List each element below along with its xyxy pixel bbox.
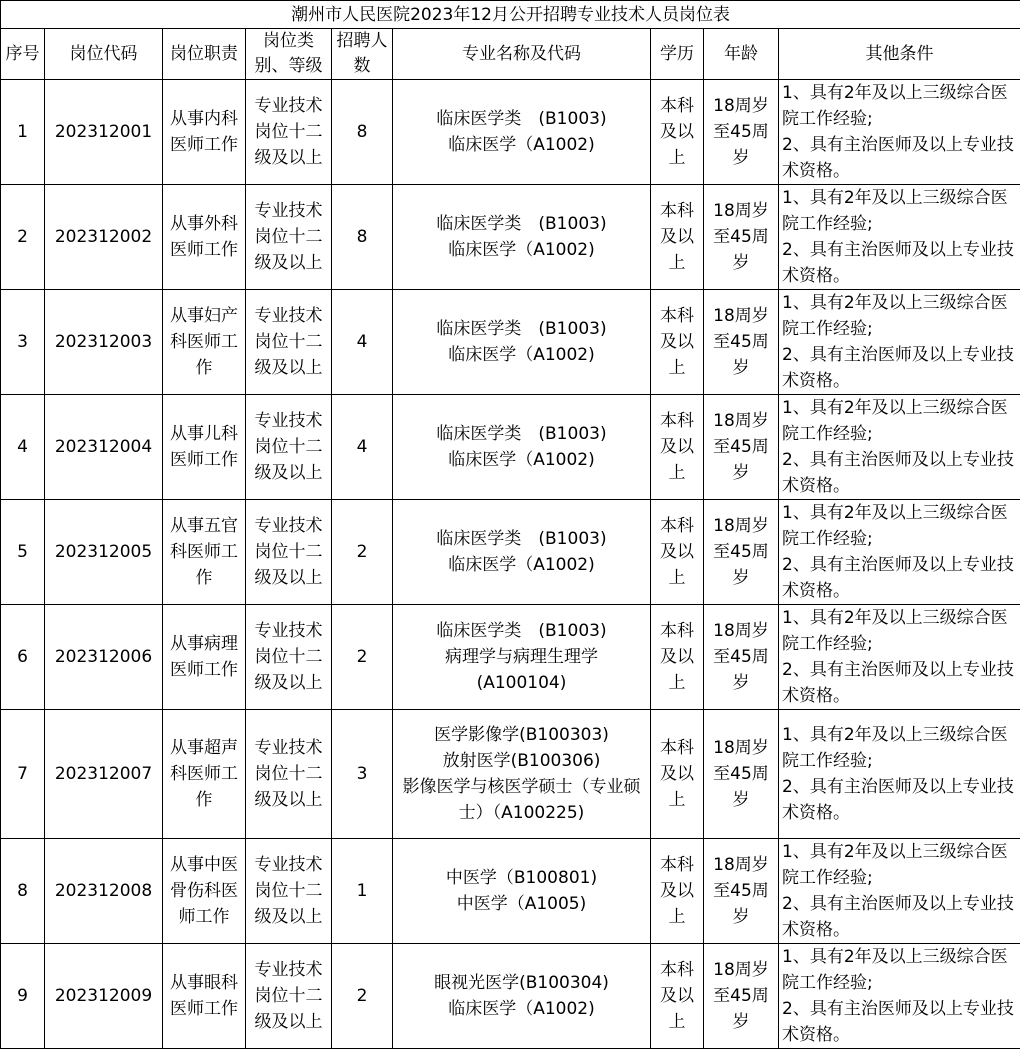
cell-age-text: 18周岁至45周岁: [713, 96, 769, 168]
cell-code: [45, 605, 163, 710]
cell-other: [779, 839, 1020, 944]
cell-duty: [163, 605, 246, 710]
cell-seq-text: 6: [17, 647, 28, 667]
cell-age-text: 18周岁至45周岁: [713, 960, 769, 1032]
cell-major-text: 临床医学类 (B1003) 临床医学（A1002): [436, 319, 606, 365]
cell-count: [332, 80, 393, 185]
cell-category-text: 专业技术岗位十二级及以上: [255, 201, 323, 273]
cell-duty: [163, 395, 246, 500]
cell-education: [651, 80, 704, 185]
cell-other: [779, 944, 1020, 1049]
cell-code: [45, 290, 163, 395]
cell-major: [393, 944, 651, 1049]
table-row: [1, 605, 1020, 710]
cell-education-text: 本科及以上: [660, 411, 694, 483]
cell-code: [45, 710, 163, 839]
cell-other: [779, 185, 1020, 290]
cell-education-text: 本科及以上: [660, 621, 694, 693]
cell-major: [393, 605, 651, 710]
cell-other-text: 1、具有2年及以上三级综合医院工作经验; 2、具有主治医师及以上专业技术资格。: [782, 293, 1014, 391]
cell-category: [246, 395, 332, 500]
cell-duty: [163, 500, 246, 605]
header-category: 岗位类别、等级: [246, 29, 332, 80]
cell-education-text: 本科及以上: [660, 516, 694, 588]
cell-seq-text: 4: [17, 437, 28, 457]
cell-duty-text: 从事超声科医师工作: [170, 738, 238, 810]
cell-other-text: 1、具有2年及以上三级综合医院工作经验; 2、具有主治医师及以上专业技术资格。: [782, 842, 1014, 940]
cell-major-text: 临床医学类 (B1003) 临床医学（A1002): [436, 109, 606, 155]
cell-code: [45, 185, 163, 290]
cell-code-text: 202312008: [55, 881, 152, 901]
header-major: 专业名称及代码: [393, 29, 651, 80]
cell-category: [246, 944, 332, 1049]
cell-count-text: 2: [357, 542, 368, 562]
cell-count: [332, 839, 393, 944]
table-row: [1, 80, 1020, 185]
cell-age: [704, 80, 779, 185]
cell-education-text: 本科及以上: [660, 738, 694, 810]
cell-count: [332, 290, 393, 395]
cell-age: [704, 605, 779, 710]
cell-age: [704, 710, 779, 839]
cell-education-text: 本科及以上: [660, 960, 694, 1032]
cell-seq: [1, 80, 45, 185]
cell-count-text: 2: [357, 986, 368, 1006]
table-row: [1, 290, 1020, 395]
cell-major: [393, 500, 651, 605]
cell-count-text: 8: [357, 122, 368, 142]
cell-major-text: 临床医学类 (B1003) 临床医学（A1002): [436, 424, 606, 470]
cell-count: [332, 605, 393, 710]
cell-count-text: 4: [357, 437, 368, 457]
cell-other-text: 1、具有2年及以上三级综合医院工作经验; 2、具有主治医师及以上专业技术资格。: [782, 947, 1014, 1045]
cell-duty-text: 从事中医骨伤科医师工作: [170, 855, 238, 927]
cell-age-text: 18周岁至45周岁: [713, 516, 769, 588]
cell-seq-text: 1: [17, 122, 28, 142]
title-row: [1, 1, 1020, 29]
cell-other: [779, 605, 1020, 710]
cell-seq-text: 9: [17, 986, 28, 1006]
cell-age: [704, 839, 779, 944]
cell-code: [45, 395, 163, 500]
cell-education: [651, 605, 704, 710]
cell-major-text: 医学影像学(B100303) 放射医学(B100306) 影像医学与核医学硕士（专业硕士）（A100225): [403, 725, 641, 823]
header-other: 其他条件: [779, 29, 1020, 80]
cell-duty: [163, 80, 246, 185]
cell-major: [393, 710, 651, 839]
cell-category-text: 专业技术岗位十二级及以上: [255, 621, 323, 693]
cell-education: [651, 839, 704, 944]
cell-code-text: 202312002: [55, 227, 152, 247]
cell-education: [651, 710, 704, 839]
cell-category-text: 专业技术岗位十二级及以上: [255, 411, 323, 483]
cell-category-text: 专业技术岗位十二级及以上: [255, 306, 323, 378]
cell-major: [393, 185, 651, 290]
cell-count: [332, 944, 393, 1049]
cell-duty-text: 从事外科医师工作: [170, 214, 238, 260]
cell-seq: [1, 710, 45, 839]
cell-age-text: 18周岁至45周岁: [713, 201, 769, 273]
cell-code-text: 202312009: [55, 986, 152, 1006]
cell-category-text: 专业技术岗位十二级及以上: [255, 960, 323, 1032]
cell-duty-text: 从事妇产科医师工作: [170, 306, 238, 378]
cell-seq: [1, 290, 45, 395]
cell-category: [246, 185, 332, 290]
cell-code: [45, 80, 163, 185]
cell-seq-text: 7: [17, 764, 28, 784]
table-title: 潮州市人民医院2023年12月公开招聘专业技术人员岗位表: [1, 1, 1020, 29]
header-seq: 序号: [1, 29, 45, 80]
cell-education: [651, 185, 704, 290]
cell-count-text: 2: [357, 647, 368, 667]
cell-education: [651, 290, 704, 395]
cell-code-text: 202312004: [55, 437, 152, 457]
header-duty: 岗位职责: [163, 29, 246, 80]
cell-education: [651, 500, 704, 605]
cell-major: [393, 290, 651, 395]
cell-age: [704, 395, 779, 500]
cell-count: [332, 500, 393, 605]
cell-count-text: 8: [357, 227, 368, 247]
cell-duty-text: 从事眼科医师工作: [170, 973, 238, 1019]
cell-category-text: 专业技术岗位十二级及以上: [255, 855, 323, 927]
cell-age-text: 18周岁至45周岁: [713, 855, 769, 927]
cell-education: [651, 395, 704, 500]
cell-seq-text: 2: [17, 227, 28, 247]
cell-age-text: 18周岁至45周岁: [713, 411, 769, 483]
table-row: [1, 500, 1020, 605]
cell-code-text: 202312007: [55, 764, 152, 784]
cell-seq-text: 8: [17, 881, 28, 901]
cell-seq: [1, 944, 45, 1049]
cell-age-text: 18周岁至45周岁: [713, 738, 769, 810]
cell-duty-text: 从事儿科医师工作: [170, 424, 238, 470]
cell-seq: [1, 839, 45, 944]
cell-major-text: 中医学（B100801) 中医学（A1005): [446, 868, 597, 914]
table-row: [1, 710, 1020, 839]
cell-other-text: 1、具有2年及以上三级综合医院工作经验; 2、具有主治医师及以上专业技术资格。: [782, 725, 1014, 823]
cell-count-text: 1: [357, 881, 368, 901]
cell-duty: [163, 290, 246, 395]
header-row: [1, 29, 1020, 80]
cell-code: [45, 944, 163, 1049]
cell-code-text: 202312001: [55, 122, 152, 142]
cell-count: [332, 710, 393, 839]
cell-category-text: 专业技术岗位十二级及以上: [255, 516, 323, 588]
cell-count-text: 4: [357, 332, 368, 352]
cell-other-text: 1、具有2年及以上三级综合医院工作经验; 2、具有主治医师及以上专业技术资格。: [782, 503, 1014, 601]
cell-duty: [163, 944, 246, 1049]
cell-other-text: 1、具有2年及以上三级综合医院工作经验; 2、具有主治医师及以上专业技术资格。: [782, 398, 1014, 496]
header-count: 招聘人数: [332, 29, 393, 80]
cell-duty: [163, 710, 246, 839]
cell-code-text: 202312005: [55, 542, 152, 562]
cell-category: [246, 290, 332, 395]
cell-other-text: 1、具有2年及以上三级综合医院工作经验; 2、具有主治医师及以上专业技术资格。: [782, 83, 1014, 181]
cell-count: [332, 395, 393, 500]
table-body: [1, 80, 1020, 1049]
cell-code-text: 202312006: [55, 647, 152, 667]
cell-major-text: 临床医学类 (B1003) 临床医学（A1002): [436, 529, 606, 575]
cell-education-text: 本科及以上: [660, 96, 694, 168]
cell-code-text: 202312003: [55, 332, 152, 352]
cell-duty: [163, 185, 246, 290]
cell-count-text: 3: [357, 764, 368, 784]
cell-other: [779, 710, 1020, 839]
cell-count: [332, 185, 393, 290]
cell-other-text: 1、具有2年及以上三级综合医院工作经验; 2、具有主治医师及以上专业技术资格。: [782, 608, 1014, 706]
cell-seq-text: 3: [17, 332, 28, 352]
table-row: [1, 839, 1020, 944]
cell-education-text: 本科及以上: [660, 201, 694, 273]
cell-category: [246, 839, 332, 944]
cell-major-text: 临床医学类 (B1003) 临床医学（A1002): [436, 214, 606, 260]
table-row: [1, 944, 1020, 1049]
cell-duty-text: 从事病理医师工作: [170, 634, 238, 680]
cell-major: [393, 395, 651, 500]
cell-duty: [163, 839, 246, 944]
cell-other: [779, 500, 1020, 605]
cell-category-text: 专业技术岗位十二级及以上: [255, 738, 323, 810]
cell-seq: [1, 185, 45, 290]
cell-code: [45, 839, 163, 944]
cell-major-text: 临床医学类 (B1003) 病理学与病理生理学 (A100104): [436, 621, 606, 693]
cell-major-text: 眼视光医学(B100304) 临床医学（A1002): [434, 973, 609, 1019]
cell-age: [704, 944, 779, 1049]
cell-seq-text: 5: [17, 542, 28, 562]
header-age: 年龄: [704, 29, 779, 80]
table-row: [1, 395, 1020, 500]
cell-age-text: 18周岁至45周岁: [713, 306, 769, 378]
cell-age: [704, 500, 779, 605]
cell-category: [246, 710, 332, 839]
cell-category: [246, 500, 332, 605]
cell-major: [393, 80, 651, 185]
cell-age: [704, 290, 779, 395]
cell-other: [779, 290, 1020, 395]
cell-duty-text: 从事五官科医师工作: [170, 516, 238, 588]
cell-category-text: 专业技术岗位十二级及以上: [255, 96, 323, 168]
cell-other: [779, 80, 1020, 185]
header-education: 学历: [651, 29, 704, 80]
cell-duty-text: 从事内科医师工作: [170, 109, 238, 155]
cell-category: [246, 605, 332, 710]
cell-category: [246, 80, 332, 185]
header-code: 岗位代码: [45, 29, 163, 80]
cell-age: [704, 185, 779, 290]
cell-other: [779, 395, 1020, 500]
cell-seq: [1, 500, 45, 605]
cell-major: [393, 839, 651, 944]
cell-seq: [1, 605, 45, 710]
cell-age-text: 18周岁至45周岁: [713, 621, 769, 693]
cell-education: [651, 944, 704, 1049]
cell-code: [45, 500, 163, 605]
cell-seq: [1, 395, 45, 500]
table-row: [1, 185, 1020, 290]
cell-education-text: 本科及以上: [660, 306, 694, 378]
cell-education-text: 本科及以上: [660, 855, 694, 927]
cell-other-text: 1、具有2年及以上三级综合医院工作经验; 2、具有主治医师及以上专业技术资格。: [782, 188, 1014, 286]
